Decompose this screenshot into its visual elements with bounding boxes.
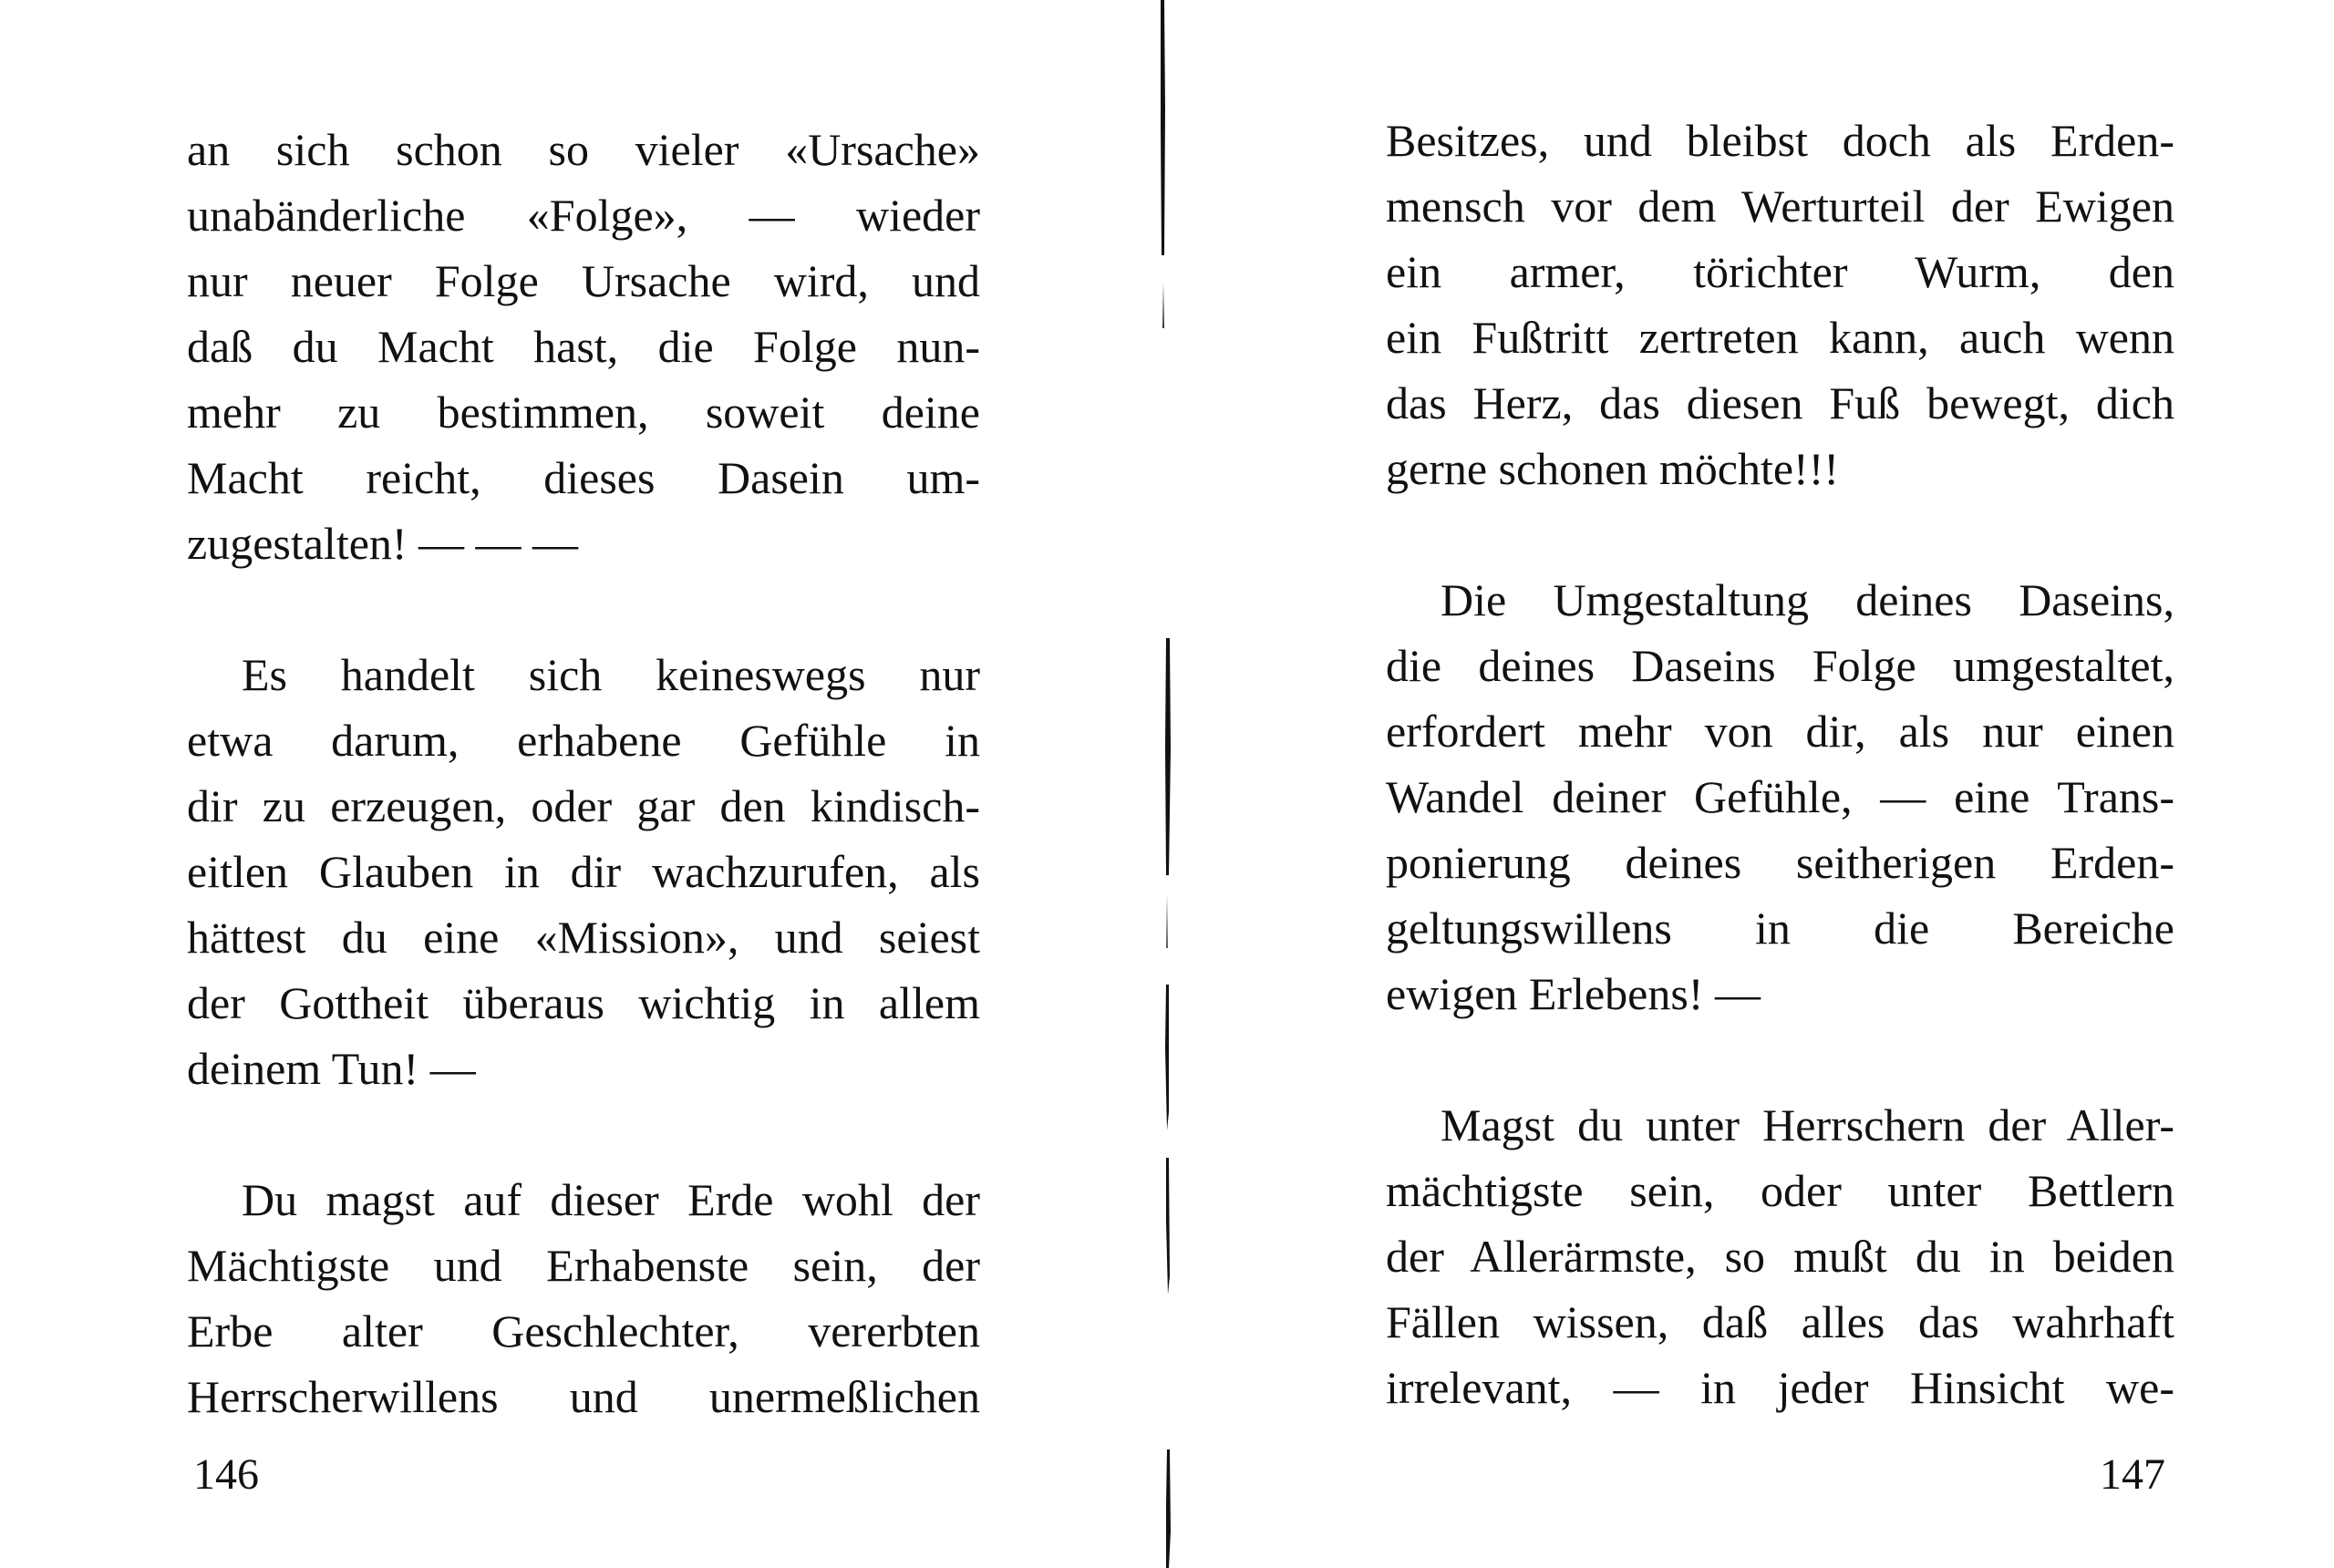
right-page-text — [1386, 108, 2174, 1420]
text-line: das Herz, das diesen Fuß bewegt, dich — [1386, 377, 2174, 428]
paragraph — [1386, 1092, 2174, 1420]
text-line: Magst du unter Herrschern der Aller- — [1441, 1099, 2174, 1150]
paragraph — [187, 642, 980, 1101]
text-line: mächtigste sein, oder unter Bettlern — [1386, 1165, 2174, 1216]
paragraph — [1386, 567, 2174, 1026]
text-line: Macht reicht, dieses Dasein um- — [187, 452, 980, 503]
text-line: Herrscherwillens und unermeßlichen — [187, 1371, 980, 1422]
text-line: Es handelt sich keineswegs nur — [242, 649, 980, 700]
text-line: Erbe alter Geschlechter, vererbten — [187, 1305, 980, 1357]
text-line: der Allerärmste, so mußt du in beiden — [1386, 1231, 2174, 1282]
text-line: der Gottheit überaus wichtig in allem — [187, 977, 980, 1028]
paragraph — [187, 117, 980, 576]
text-line: an sich schon so vieler «Ursache» — [187, 124, 980, 175]
text-line: eitlen Glauben in dir wachzurufen, als — [187, 846, 980, 897]
text-line: daß du Macht hast, die Folge nun- — [187, 321, 980, 372]
text-line: ewigen Erlebens! — — [1386, 968, 1761, 1019]
page-number: 147 — [2100, 1450, 2165, 1499]
text-line: mehr zu bestimmen, soweit deine — [187, 387, 980, 438]
text-line: irrelevant, — in jeder Hinsicht we- — [1386, 1362, 2174, 1413]
text-line: ein Fußtritt zertreten kann, auch wenn — [1386, 312, 2174, 363]
text-line: mensch vor dem Werturteil der Ewigen — [1386, 181, 2174, 232]
text-line: Mächtigste und Erhabenste sein, der — [187, 1240, 980, 1291]
text-line: zugestalten! — — — — [187, 518, 579, 569]
text-line: ein armer, törichter Wurm, den — [1386, 246, 2174, 297]
page-number: 146 — [193, 1450, 259, 1499]
text-line: erfordert mehr von dir, als nur einen — [1386, 706, 2174, 757]
text-line: Besitzes, und bleibst doch als Erden- — [1386, 115, 2174, 166]
text-line: Wandel deiner Gefühle, — eine Trans- — [1386, 771, 2174, 822]
text-line: geltungswillens in die Bereiche — [1386, 903, 2174, 954]
text-line: hättest du eine «Mission», und seiest — [187, 912, 980, 963]
paragraph — [187, 1167, 980, 1429]
right-page — [1176, 0, 2334, 1568]
text-line: ponierung deines seitherigen Erden- — [1386, 837, 2174, 888]
text-line: gerne schonen möchte!!! — [1386, 443, 1839, 494]
text-line: dir zu erzeugen, oder gar den kindisch- — [187, 780, 980, 831]
left-page-text — [187, 117, 980, 1429]
text-line: Du magst auf dieser Erde wohl der — [242, 1174, 980, 1225]
text-line: Fällen wissen, daß alles das wahrhaft — [1386, 1296, 2174, 1347]
text-line: die deines Daseins Folge umgestaltet, — [1386, 640, 2174, 691]
text-line: Die Umgestaltung deines Daseins, — [1441, 574, 2174, 625]
text-line: unabänderliche «Folge», — wieder — [187, 190, 980, 241]
text-line: deinem Tun! — — [187, 1043, 476, 1094]
paragraph — [1386, 108, 2174, 501]
left-page — [0, 0, 1158, 1568]
text-line: nur neuer Folge Ursache wird, und — [187, 255, 980, 306]
text-line: etwa darum, erhabene Gefühle in — [187, 715, 980, 766]
